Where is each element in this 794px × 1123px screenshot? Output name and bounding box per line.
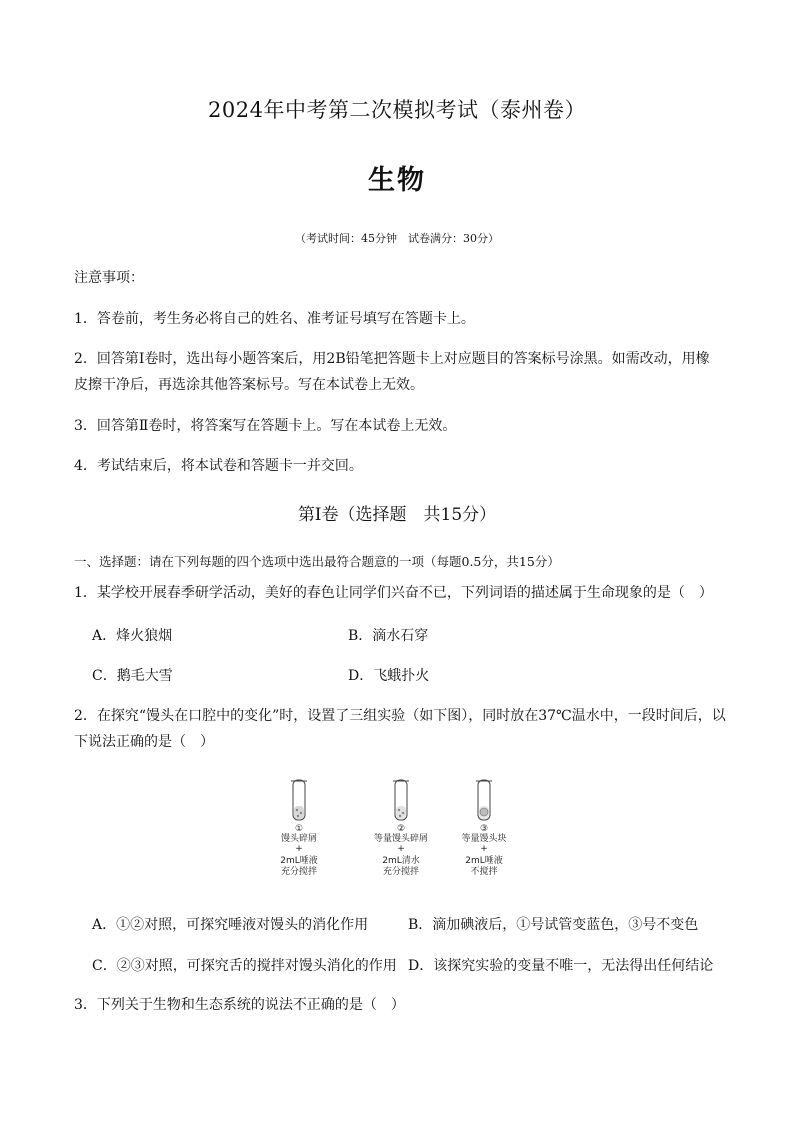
option-b: B．滴加碘液后，①号试管变蓝色，③号不变色 (408, 917, 699, 933)
test-tube-figure (270, 778, 520, 890)
tube-number: ② (396, 824, 406, 834)
tube-label: + (480, 844, 488, 854)
note-item: 4．考试结束后，将本试卷和答题卡一并交回。 (74, 458, 363, 474)
tube-label: 2mL唾液 (280, 856, 318, 866)
question-stem: 3．下列关于生物和生态系统的说法不正确的是（ ） (74, 997, 405, 1013)
option-b: B．滴水石穿 (348, 628, 429, 644)
option-a: A．①②对照，可探究唾液对馒头的消化作用 (92, 917, 369, 933)
notes-heading: 注意事项： (74, 270, 144, 286)
tube-label: 馒头碎屑 (280, 834, 318, 844)
tube-label: 充分搅拌 (382, 867, 420, 877)
tube-label: + (295, 844, 303, 854)
option-c: C．鹅毛大雪 (92, 668, 173, 684)
option-a: A．烽火狼烟 (92, 628, 173, 644)
subject-title: 生物 (368, 165, 426, 196)
option-c: C．②③对照，可探究舌的搅拌对馒头消化的作用 (92, 958, 397, 974)
question-stem: 2．在探究“馒头在口腔中的变化”时，设置了三组实验（如下图），同时放在37℃温水中，一段时间后，以 (74, 708, 726, 724)
section-title: 第Ⅰ卷（选择题 共15分） (297, 505, 497, 525)
tube-label: 等量馒头碎屑 (373, 834, 429, 844)
part-instruction: 一、选择题：请在下列每题的四个选项中选出最符合题意的一项（每题0.5分，共15分） (74, 554, 560, 569)
option-d: D．飞蛾扑火 (348, 668, 430, 684)
option-d: D．该探究实验的变量不唯一，无法得出任何结论 (408, 958, 714, 974)
exam-meta: （考试时间：45分钟 试卷满分：30分） (295, 232, 499, 245)
tube-number: ① (294, 824, 304, 834)
test-tube-1 (291, 780, 307, 820)
tube-label: 不搅拌 (470, 867, 498, 877)
tube-label: 等量馒头块 (461, 834, 507, 844)
tube-label: 充分搅拌 (280, 867, 318, 877)
test-tube-2 (393, 780, 409, 820)
note-item: 皮擦干净后，再选涂其他答案标号。写在本试卷上无效。 (74, 377, 424, 393)
exam-title: 2024年中考第二次模拟考试（泰州卷） (208, 98, 586, 122)
tube-number: ③ (479, 824, 489, 834)
note-item: 2．回答第Ⅰ卷时，选出每小题答案后，用2B铅笔把答题卡上对应题目的答案标号涂黑。如需改动，用橡 (74, 351, 710, 367)
note-item: 3．回答第Ⅱ卷时，将答案写在答题卡上。写在本试卷上无效。 (74, 418, 457, 434)
test-tube-3 (476, 780, 492, 820)
tube-label: 2mL清水 (382, 856, 420, 866)
tube-label: + (397, 844, 405, 854)
note-item: 1．答卷前，考生务必将自己的姓名、准考证号填写在答题卡上。 (74, 311, 475, 327)
question-stem: 1．某学校开展春季研学活动，美好的春色让同学们兴奋不已，下列词语的描述属于生命现象的是（ ） (74, 585, 713, 601)
question-stem-cont: 下说法正确的是（ ） (74, 734, 214, 750)
tube-label: 2mL唾液 (465, 856, 503, 866)
